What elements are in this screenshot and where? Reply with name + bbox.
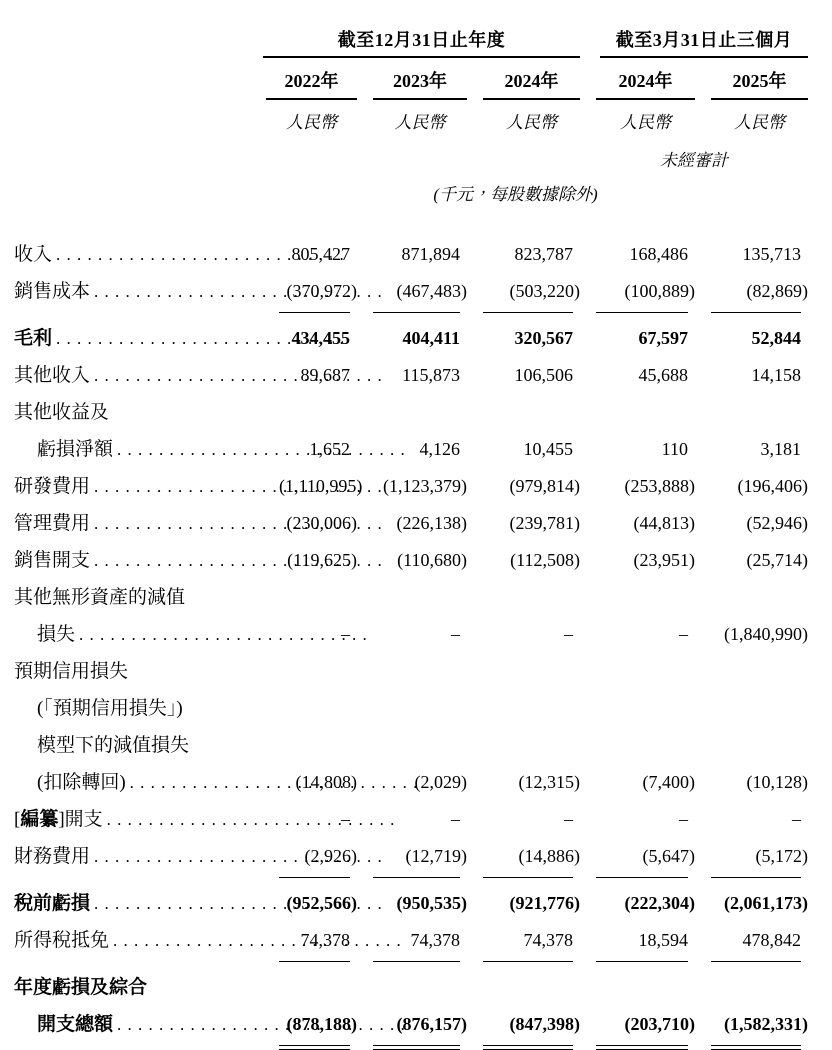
cell-value [695,969,808,1005]
cell-value: 45,688 [638,365,688,385]
cell-value: 18,594 [580,922,695,962]
currency-label: 人民幣 [394,113,446,132]
cell-value: (196,406) [737,476,808,496]
table-row [14,320,832,357]
cell-value: (230,006) [286,513,357,533]
table-row [14,885,832,922]
cell-value [580,727,695,763]
cell-value: (14,886) [467,838,580,878]
cell-value: – [564,624,573,644]
cell-value: (253,888) [624,476,695,496]
cell-value: (467,483) [357,273,467,313]
cell-value [467,727,580,763]
row-label: (扣除轉回) . . . [14,765,263,801]
cell-value: (2,926) [263,838,357,878]
cell-value: (2,029) [414,772,467,792]
cell-value [695,653,808,689]
cell-value: (979,814) [509,476,580,496]
cell-value: – [679,809,688,829]
year-header-row [14,67,832,100]
row-label: 銷售成本 . . . [14,274,263,310]
year-header-2022: 2022年 [266,67,357,100]
row-label: 所得稅抵免 . . . [14,923,263,959]
cell-value [695,727,808,763]
cell-value: 4,126 [419,439,460,459]
table-row [14,273,832,313]
table-body [14,236,832,1046]
cell-value: (847,398) [467,1006,580,1046]
cell-value: 823,787 [514,244,573,264]
cell-value: (119,625) [287,550,357,570]
unit-note-row [14,180,832,205]
cell-value [580,579,695,615]
cell-value: – [679,624,688,644]
cell-value: (7,400) [642,772,695,792]
cell-value [357,690,467,726]
table-row [14,357,832,394]
table-row [14,505,832,542]
cell-value: (1,582,331) [695,1006,808,1046]
row-label: 模型下的減值損失 [37,735,190,756]
year-header-q1-2025: 2025年 [711,67,808,100]
table-row [14,431,832,468]
cell-value: 871,894 [401,244,460,264]
table-row [14,801,832,838]
cell-value [695,579,808,615]
cell-value: (1,840,990) [724,624,808,644]
table-row [14,394,832,431]
cell-value: – [451,624,460,644]
table-header [14,26,832,205]
cell-value: (226,138) [396,513,467,533]
cell-value: 74,378 [357,922,467,962]
cell-value: (1,123,379) [383,476,467,496]
cell-value [467,394,580,430]
cell-value: – [451,809,460,829]
row-label: 收入 . . . [14,237,263,273]
cell-value [357,969,467,1005]
cell-value [263,579,357,615]
cell-value: 52,844 [751,328,801,348]
table-row [14,579,832,616]
unit-note: (千元，每股數據除外) [433,185,598,204]
row-label: 財務費用 . . . [14,839,263,875]
cell-value: (23,951) [633,550,695,570]
cell-value: – [341,624,350,644]
cell-value: (1,110,995) [279,476,363,496]
cell-value: (5,172) [695,838,808,878]
row-label: 研發費用 . . . [14,469,263,505]
cell-value: 74,378 [467,922,580,962]
cell-value: 404,411 [402,328,460,348]
year-header-2023: 2023年 [373,67,467,100]
row-label: 虧損淨額 . . . [14,432,263,468]
cell-value [357,727,467,763]
cell-value [357,653,467,689]
cell-value: 1,652 [309,439,350,459]
cell-value: – [564,809,573,829]
cell-value: (112,508) [510,550,580,570]
cell-value: 434,455 [291,328,350,348]
cell-value: (44,813) [633,513,695,533]
table-row [14,468,832,505]
cell-value [263,690,357,726]
table-row [14,969,832,1006]
cell-value: (10,128) [746,772,808,792]
unaudited-row [14,146,832,171]
cell-value: 135,713 [742,244,801,264]
cell-value [580,969,695,1005]
currency-label: 人民幣 [734,113,785,132]
year-header-q1-2024: 2024年 [596,67,695,100]
column-group-quarterly [600,26,808,58]
table-row [14,690,832,727]
column-group-quarterly-title: 截至3月31日止三個月 [615,30,793,50]
cell-value: (952,566) [286,893,357,913]
cell-value: (239,781) [509,513,580,533]
cell-value: (14,808) [295,772,357,792]
row-label: 其他收入 . . . [14,358,263,394]
cell-value [357,394,467,430]
cell-value [357,579,467,615]
cell-value: (100,889) [580,273,695,313]
cell-value: 168,486 [629,244,688,264]
year-header-2024: 2024年 [483,67,580,100]
currency-row [14,108,832,133]
cell-value: 110 [661,439,688,459]
cell-value: 106,506 [514,365,573,385]
row-label: (「預期信用損失」) [37,698,183,719]
table-row [14,1006,832,1046]
row-label: 損失 . . . [14,617,263,653]
cell-value: (921,776) [509,893,580,913]
table-row [14,922,832,962]
cell-value: (370,972) [263,273,357,313]
row-label: [編纂]開支 . . . [14,802,263,838]
cell-value: 115,873 [402,365,460,385]
cell-value [467,653,580,689]
table-row [14,616,832,653]
column-group-row [14,26,832,58]
cell-value: 67,597 [638,328,688,348]
cell-value [467,690,580,726]
cell-value: 320,567 [514,328,573,348]
row-label: 毛利 . . . [14,321,263,357]
row-label: 年度虧損及綜合 [14,977,148,998]
row-label: 預期信用損失 [14,661,129,682]
cell-value: (25,714) [746,550,808,570]
table-row [14,838,832,878]
cell-value: 14,158 [751,365,801,385]
column-group-annual-title: 截至12月31日止年度 [337,30,506,50]
unaudited-label: 未經審計 [660,151,728,170]
column-group-annual [263,26,580,58]
table-row [14,727,832,764]
cell-value: (82,869) [695,273,808,313]
cell-value: (876,157) [357,1006,467,1046]
currency-label: 人民幣 [286,113,337,132]
cell-value: (878,188) [263,1006,357,1046]
cell-value: 89,687 [300,365,350,385]
cell-value [580,690,695,726]
cell-value: 74,378 [263,922,357,962]
cell-value [467,969,580,1005]
cell-value [580,653,695,689]
cell-value: (12,315) [518,772,580,792]
cell-value: – [341,809,350,829]
cell-value [695,394,808,430]
row-label: 銷售開支 . . . [14,543,263,579]
table-row [14,764,832,801]
cell-value: (203,710) [580,1006,695,1046]
cell-value: (52,946) [746,513,808,533]
cell-value: – [792,809,801,829]
row-label: 開支總額 . . . [14,1007,263,1043]
cell-value: (222,304) [624,893,695,913]
cell-value [263,727,357,763]
cell-value [580,394,695,430]
cell-value: 3,181 [760,439,801,459]
table-row [14,236,832,273]
cell-value: (12,719) [357,838,467,878]
cell-value [695,690,808,726]
cell-value [467,579,580,615]
currency-label: 人民幣 [506,113,557,132]
cell-value [263,969,357,1005]
cell-value: (2,061,173) [724,893,808,913]
cell-value: (110,680) [397,550,467,570]
table-row [14,542,832,579]
cell-value: (950,535) [396,893,467,913]
row-label: 其他無形資產的減值 [14,587,186,608]
cell-value: 10,455 [523,439,573,459]
cell-value [263,653,357,689]
cell-value: 478,842 [695,922,808,962]
row-label: 其他收益及 [14,402,110,423]
row-label: 管理費用 . . . [14,506,263,542]
currency-label: 人民幣 [620,113,671,132]
row-label: 稅前虧損 . . . [14,886,263,922]
cell-value: (5,647) [580,838,695,878]
cell-value: (503,220) [467,273,580,313]
cell-value [263,394,357,430]
cell-value: 805,427 [291,244,350,264]
table-row [14,653,832,690]
